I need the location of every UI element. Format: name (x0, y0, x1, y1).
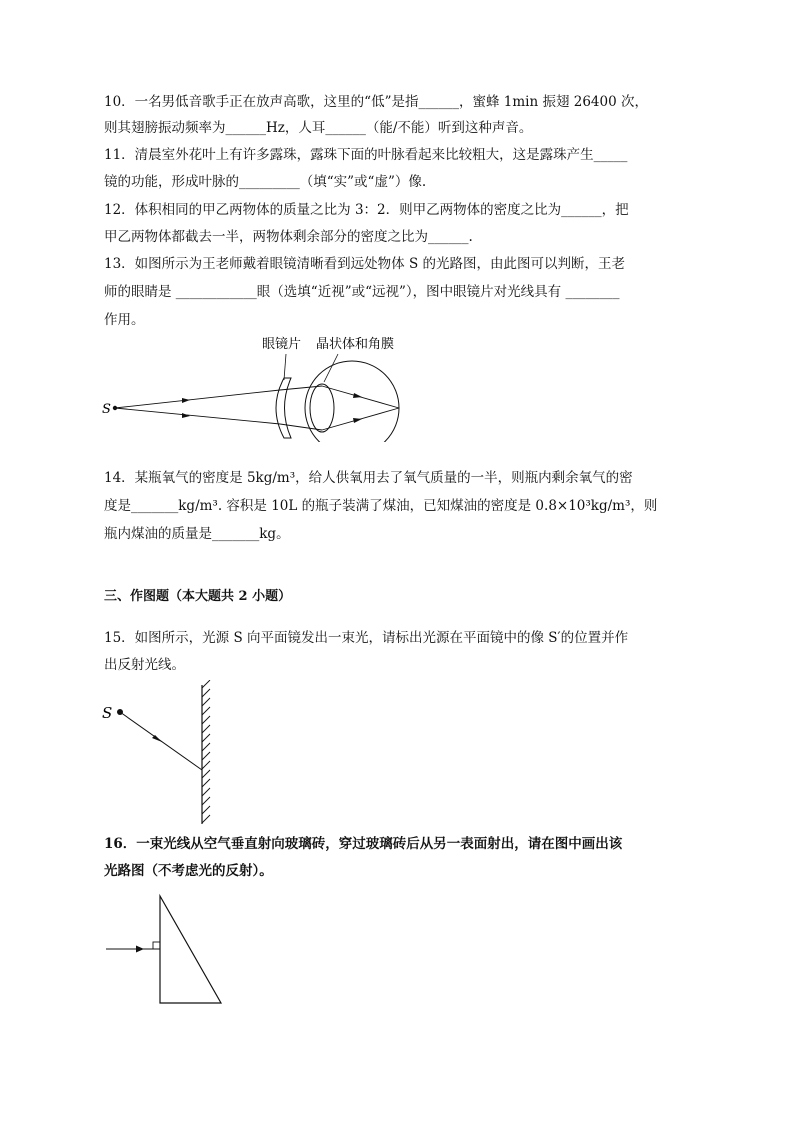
q10-line-2: 则其翅膀振动频率为______Hz，人耳______（能/不能）听到这种声音。 (104, 120, 533, 136)
q16-prism-diagram (98, 890, 238, 1010)
q15-s-label: S (102, 704, 113, 722)
section-3-heading: 三、作图题（本大题共 2 小题） (104, 589, 292, 604)
right-angle-mark (153, 942, 160, 949)
q16-line-1: 16．一束光线从空气垂直射向玻璃砖，穿过玻璃砖后从另一表面射出，请在图中画出该 (104, 836, 623, 852)
q13-line-3: 作用。 (104, 312, 145, 328)
q14-line-2: 度是_______kg/m³. 容积是 10L 的瓶子装满了煤油，已知煤油的密度是 0.8×10³kg/m³，则 (104, 498, 658, 514)
q16-line-2: 光路图（不考虑光的反射）。 (104, 863, 273, 879)
q12-line-1: 12．体积相同的甲乙两物体的质量之比为 3：2．则甲乙两物体的密度之比为______，把 (104, 202, 629, 218)
q15-mirror-diagram (98, 680, 228, 828)
q14-line-3: 瓶内煤油的质量是_______kg。 (104, 526, 290, 542)
q13-line-2: 师的眼睛是 ____________眼（选填“近视”或“远视”），图中眼镜片对光线具有 ________ (104, 284, 620, 300)
q15-line-2: 出反射光线。 (104, 657, 185, 673)
q13-s-label: S (102, 402, 111, 417)
q13-eye-label: 晶状体和角膜 (316, 337, 395, 352)
q11-line-1: 11．清晨室外花叶上有许多露珠，露珠下面的叶脉看起来比较粗大，这是露珠产生_____ (104, 147, 628, 163)
crystalline-lens (310, 384, 334, 432)
q11-line-2: 镜的功能，形成叶脉的_________（填“实”或“虚”）像. (104, 174, 427, 190)
q13-line-1: 13．如图所示为王老师戴着眼镜清晰看到远处物体 S 的光路图，由此图可以判断，王老 (104, 256, 626, 272)
q15-line-1: 15．如图所示，光源 S 向平面镜发出一束光，请标出光源在平面镜中的像 S′的位置并作 (104, 630, 629, 646)
concave-lens (276, 378, 291, 438)
q13-eye-diagram (98, 332, 418, 442)
q13-lens-label: 眼镜片 (262, 337, 302, 352)
q12-line-2: 甲乙两物体都截去一半，两物体剩余部分的密度之比为______. (104, 229, 473, 245)
glass-prism (160, 896, 221, 1003)
q14-line-1: 14．某瓶氧气的密度是 5kg/m³，给人供氧用去了氧气质量的一半，则瓶内剩余氧气的密 (104, 470, 633, 486)
q10-line-1: 10．一名男低音歌手正在放声高歌，这里的“低”是指______，蜜蜂 1min 振翅 26400 次， (104, 94, 648, 110)
